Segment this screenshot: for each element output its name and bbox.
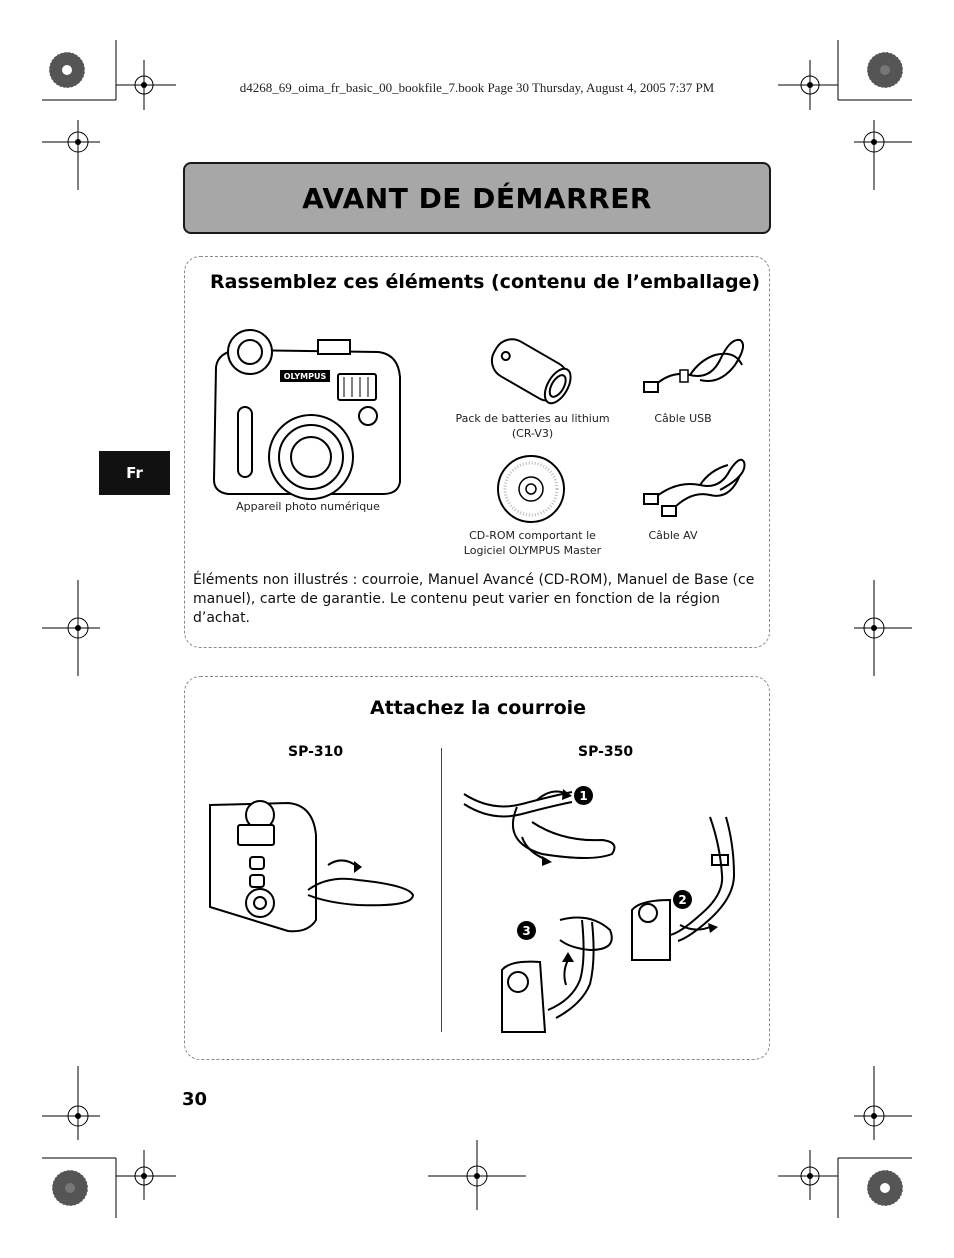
column-divider: [441, 748, 442, 1032]
page-title-bar: [183, 162, 771, 234]
page-number: 30: [182, 1089, 208, 1110]
sp350-strap-step2: [630, 815, 750, 963]
model-label-sp350: SP-350: [578, 744, 634, 760]
camera-label: Appareil photo numérique: [236, 500, 380, 513]
step-badge-1: 1: [574, 786, 593, 805]
sp350-strap-step3: [500, 900, 620, 1035]
sp310-strap-illustration: [208, 795, 423, 935]
contents-note: Éléments non illustrés : courroie, Manuel Avancé (CD-ROM), Manuel de Base (ce manuel), carte de garantie. Le contenu peut varier en fonction de la région d’achat.: [193, 572, 755, 626]
page-title: AVANT DE DÉMARRER: [302, 181, 652, 215]
svg-text:OLYMPUS: OLYMPUS: [283, 372, 327, 381]
av-cable-icon: [640, 450, 750, 530]
battery-icon: [480, 330, 580, 410]
model-label-sp310: SP-310: [288, 744, 344, 760]
cd-rom-label: CD-ROM comportant le Logiciel OLYMPUS Master: [463, 529, 602, 557]
step-badge-2: 2: [673, 890, 692, 909]
sp350-strap-step1: [462, 782, 632, 877]
strap-section-title: Attachez la courroie: [370, 697, 587, 719]
language-tab: Fr: [99, 451, 170, 495]
av-cable-label: Câble AV: [648, 529, 698, 542]
camera-icon: [208, 322, 408, 497]
print-header: d4268_69_oima_fr_basic_00_bookfile_7.book Page 30 Thursday, August 4, 2005 7:37 PM: [239, 80, 715, 95]
step-badge-3: 3: [517, 921, 536, 940]
usb-cable-icon: [640, 330, 750, 410]
battery-label: Pack de batteries au lithium (CR-V3): [455, 412, 610, 440]
cd-rom-icon: [496, 454, 566, 524]
contents-section-title: Rassemblez ces éléments (contenu de l’emballage): [210, 271, 761, 293]
usb-cable-label: Câble USB: [654, 412, 712, 425]
